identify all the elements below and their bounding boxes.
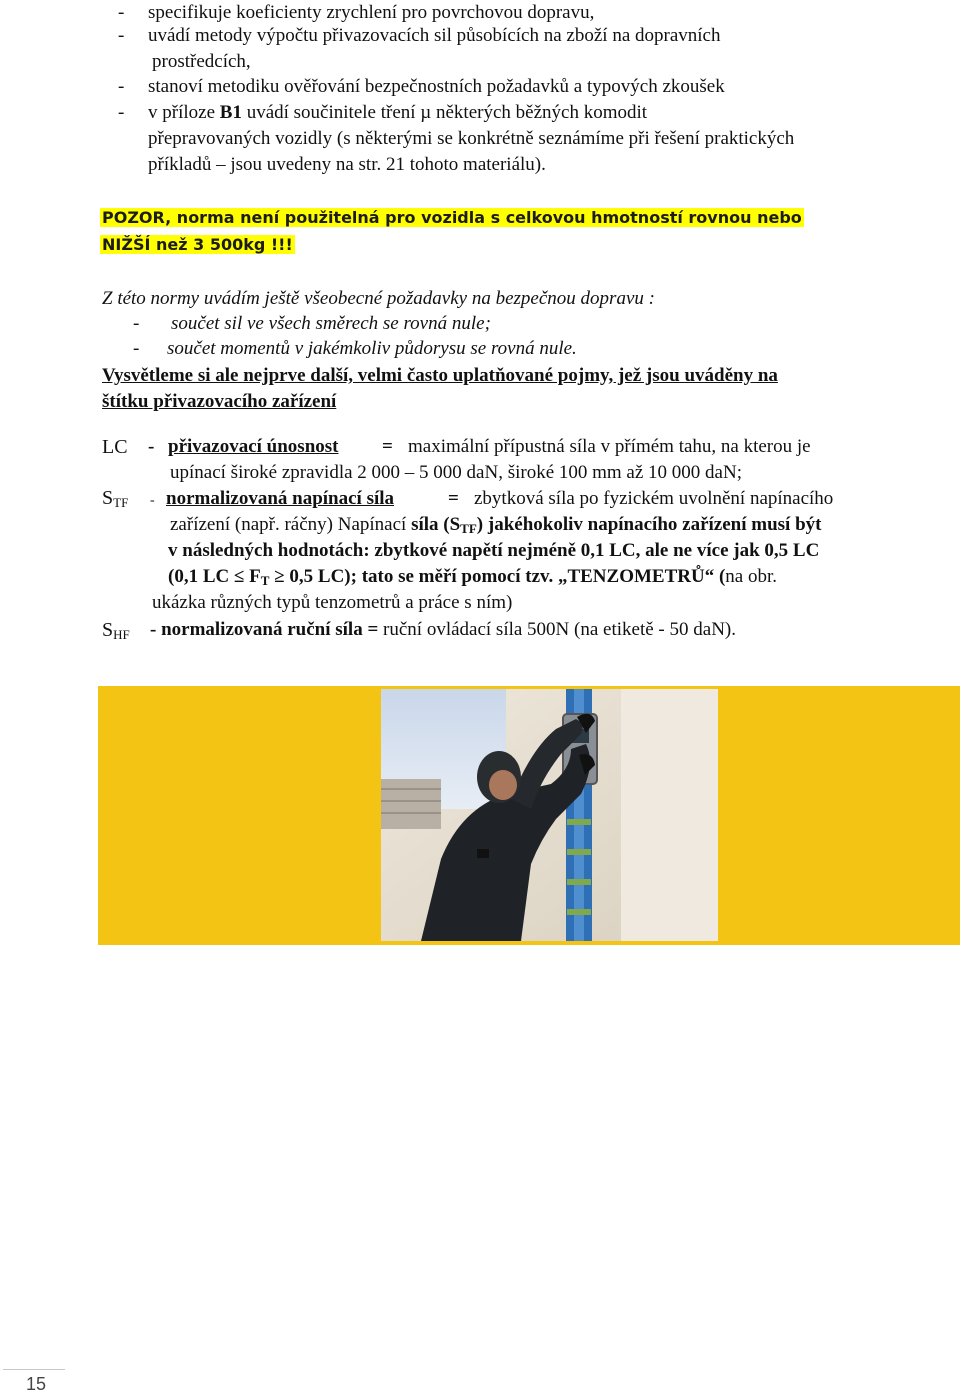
stf-line-5: ukázka různých typů tenzometrů a práce s ním) [152,592,513,613]
stf-line-4: (0,1 LC ≤ $F_T \ge 0,5$ LC); tato se měří pomocí tzv. „TENZOMETRŮ“ (na obr. [168,566,777,588]
general-item-1: - součet sil ve všech směrech se rovná nule; [133,313,491,334]
general-intro: Z této normy uvádím ještě všeobecné požadavky na bezpečnou dopravu : [102,288,655,309]
shf-symbol: $S_{HF}$ [102,619,130,642]
stf-line-2: zařízení (např. ráčny) Napínací síla $(S_{TF})$ jakéhokoliv napínacího zařízení musí být [170,514,822,536]
shf-definition: - normalizovaná ruční síla = ruční ovládací síla 500N (na etiketě - 50 daN). [150,619,736,640]
bullet-3-text: stanoví metodiku ověřování bezpečnostních požadavků a typových zkoušek [148,76,725,97]
bullet-2-text: uvádí metody výpočtu přivazovacích sil působících na zboží na dopravních [148,25,721,46]
warning-line-2: NIŽŠÍ než 3 500kg !!! [102,235,293,254]
bullet-4-line-2: přepravovaných vozidly (s některými se konkrétně seznámíme při řešení praktických [148,128,795,149]
terms-heading-line-2: štítku přivazovacího zařízení [102,391,337,412]
lc-definition: - přivazovací únosnost = maximální přípustná síla v přímém tahu, na kterou je [148,434,154,460]
lc-term: přivazovací únosnost [168,436,339,457]
general-item-2: - součet momentů v jakémkoliv půdorysu se rovná nule. [133,338,577,359]
page-number-rule [3,1369,65,1370]
bullet-1-text: specifikuje koeficienty zrychlení pro povrchovou dopravu, [148,2,595,23]
bullet-2-continuation: prostředcích, [152,51,251,72]
tensiometer-photo [381,689,718,941]
lc-symbol: LC [102,436,128,458]
bullet-4-line-3: příkladů – jsou uvedeny na str. 21 tohoto materiálu). [148,154,546,175]
bullet-3: - stanoví metodiku ověřování bezpečnostních požadavků a typových zkoušek [118,74,124,100]
stf-symbol: $S_{TF}$ [102,487,129,510]
bullet-2: - uvádí metody výpočtu přivazovacích sil působících na zboží na dopravních [118,23,124,49]
bullet-1: - specifikuje koeficienty zrychlení pro povrchovou dopravu, [118,0,124,26]
lc-definition-line-2: upínací široké zpravidla 2 000 – 5 000 daN, široké 100 mm až 10 000 daN; [170,462,742,483]
terms-heading-line-1: Vysvětleme si ale nejprve další, velmi často uplatňované pojmy, jež jsou uváděny na [102,365,778,386]
stf-definition: - normalizovaná napínací síla = zbytková síla po fyzickém uvolnění napínacího [150,486,155,514]
page-number: 15 [26,1374,47,1394]
bullet-4: - v příloze B1 uvádí součinitele tření µ některých běžných komodit [118,102,648,123]
stf-line-3: v následných hodnotách: zbytkové napětí nejméně 0,1 LC, ale ne více jak 0,5 LC [168,540,820,561]
warning-line-1: POZOR, norma není použitelná pro vozidla s celkovou hmotností rovnou nebo [102,208,802,227]
stf-term: normalizovaná napínací síla [166,488,395,509]
